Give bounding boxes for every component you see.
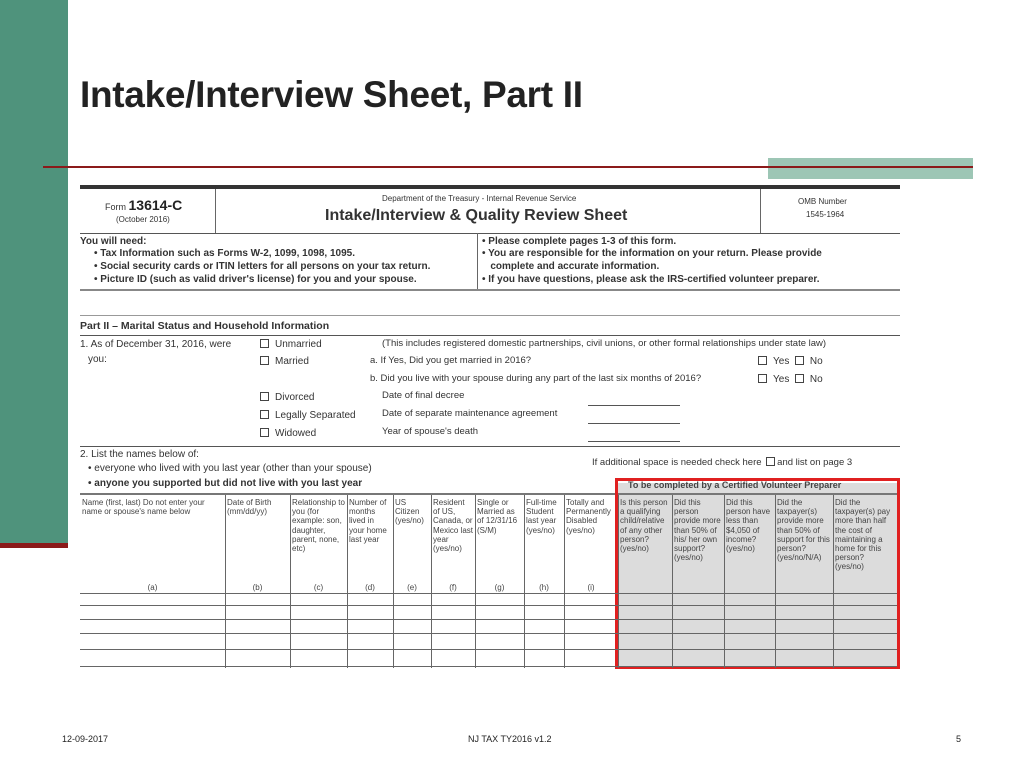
column-divider <box>833 495 834 668</box>
year-death-label: Year of spouse's death <box>382 426 479 437</box>
column-divider <box>431 495 432 668</box>
column-divider <box>393 495 394 668</box>
checkbox[interactable] <box>260 339 269 348</box>
slide-title: Intake/Interview Sheet, Part II <box>80 74 583 115</box>
need-heading: You will need: <box>80 236 147 247</box>
column-divider <box>225 495 226 668</box>
column-header: Full-time Student last year (yes/no) <box>526 498 557 535</box>
q1a: a. If Yes, Did you get married in 2016? <box>370 355 532 366</box>
column-header: Number of months lived in your home last year <box>349 498 387 544</box>
need-item: • Picture ID (such as valid driver's license) for you and your spouse. <box>94 274 417 285</box>
column-letter: (d) <box>365 583 375 592</box>
column-letter: (b) <box>252 583 263 592</box>
date-decree-field[interactable] <box>588 405 680 406</box>
label: Unmarried <box>275 339 322 350</box>
column-header: Is this person a qualifying child/relative of any other person? (yes/no) <box>620 498 668 553</box>
domestic-note: (This includes registered domestic partnerships, civil unions, or other formal relationships under state law) <box>382 338 827 349</box>
column-header: Resident of US, Canada, or Mexico last year (yes/no) <box>433 498 474 553</box>
date-separate-label: Date of separate maintenance agreement <box>382 408 558 419</box>
column-header: Single or Married as of 12/31/16 (S/M) <box>477 498 518 535</box>
label: No <box>809 356 823 367</box>
q1-label-cont: you: <box>88 354 107 365</box>
q2-item: • everyone who lived with you last year (other than your spouse) <box>88 463 372 474</box>
column-divider <box>672 495 673 668</box>
column-header: US Citizen (yes/no) <box>395 498 424 526</box>
column-divider <box>564 495 565 668</box>
label: Legally Separated <box>275 410 356 421</box>
column-divider <box>524 495 525 668</box>
status-widowed[interactable] <box>260 428 316 440</box>
column-header: Did this person have less than $4,050 of income? (yes/no) <box>726 498 771 553</box>
label: Divorced <box>275 392 315 403</box>
form-title: Intake/Interview & Quality Review Sheet <box>325 207 628 224</box>
column-divider <box>618 495 619 668</box>
label: Yes <box>773 356 790 367</box>
table-row-line <box>80 666 897 667</box>
form-number: 13614-C <box>128 197 183 213</box>
column-letter: (g) <box>494 583 505 592</box>
column-letter: (f) <box>449 583 457 592</box>
label: No <box>809 374 823 385</box>
form-date: (October 2016) <box>116 215 170 224</box>
instruction: complete and accurate information. <box>482 261 660 272</box>
q1b-yes-checkbox[interactable] <box>758 374 767 383</box>
q1-label: 1. As of December 31, 2016, were <box>80 339 232 350</box>
column-header: Did this person provide more than 50% of his/ her own support? (yes/no) <box>674 498 721 563</box>
date-separate-field[interactable] <box>588 423 680 424</box>
column-header: Relationship to you (for example: son, daughter, parent, none, etc) <box>292 498 345 553</box>
label: Yes <box>773 374 790 385</box>
column-header: Name (first, last) Do not enter your name or spouse's name below <box>82 498 205 517</box>
column-header: Did the taxpayer(s) provide more than 50% of support for this person? (yes/no/N/A) <box>777 498 830 563</box>
title-accent-box <box>768 158 973 179</box>
label: Widowed <box>275 428 317 439</box>
column-divider <box>290 495 291 668</box>
instruction: • Please complete pages 1-3 of this form. <box>482 236 677 247</box>
instruction: • If you have questions, please ask the IRS-certified volunteer preparer. <box>482 274 820 285</box>
need-item: • Tax Information such as Forms W-2, 1099, 1098, 1095. <box>94 248 355 259</box>
checkbox[interactable] <box>260 392 269 401</box>
status-unmarried[interactable] <box>260 339 322 351</box>
table-row-line <box>80 649 897 650</box>
footer-center: NJ TAX TY2016 v1.2 <box>468 734 552 744</box>
left-accent-stripe <box>0 543 68 548</box>
column-divider <box>475 495 476 668</box>
form-13614c-image <box>80 185 900 672</box>
date-decree-label: Date of final decree <box>382 390 465 401</box>
footer-date: 12-09-2017 <box>62 734 109 744</box>
column-header: Date of Birth (mm/dd/yy) <box>227 498 272 517</box>
column-letter: (a) <box>147 583 158 592</box>
column-header: Totally and Permanently Disabled (yes/no) <box>566 498 611 535</box>
year-death-field[interactable] <box>588 441 680 442</box>
title-divider <box>43 166 973 168</box>
column-divider <box>347 495 348 668</box>
column-header: Did the taxpayer(s) pay more than half the cost of maintaining a home for this person? (yes/no) <box>835 498 891 572</box>
column-letter: (i) <box>587 583 595 592</box>
q1a-yes-checkbox[interactable] <box>758 356 767 365</box>
column-letter: (h) <box>539 583 549 592</box>
instruction: • You are responsible for the information on your return. Please provide <box>482 248 822 259</box>
table-row-line <box>80 605 897 606</box>
label: Married <box>275 356 309 367</box>
status-separated[interactable] <box>260 410 356 422</box>
page-number: 5 <box>956 734 962 744</box>
column-divider <box>775 495 776 668</box>
omb-label: OMB Number <box>798 197 847 206</box>
q1a-no-checkbox[interactable] <box>795 356 804 365</box>
column-divider <box>724 495 725 668</box>
left-accent-bar <box>0 0 68 543</box>
column-letter: (c) <box>313 583 324 592</box>
table-row-line <box>80 619 897 620</box>
department: Department of the Treasury - Internal Revenue Service <box>382 194 577 203</box>
q1b: b. Did you live with your spouse during any part of the last six months of 2016? <box>370 373 702 384</box>
table-row-line <box>80 593 897 594</box>
part-title: Part II – Marital Status and Household Information <box>80 320 330 332</box>
form-label: Form <box>105 202 126 212</box>
preparer-banner: To be completed by a Certified Volunteer Preparer <box>628 480 842 490</box>
q2-label: 2. List the names below of: <box>80 449 199 460</box>
status-married[interactable] <box>260 356 309 368</box>
label: If additional space is needed check here <box>592 457 762 468</box>
need-item: • Social security cards or ITIN letters for all persons on your tax return. <box>94 261 431 272</box>
omb-number: 1545-1964 <box>806 210 845 219</box>
checkbox[interactable] <box>260 356 269 365</box>
q1b-no-checkbox[interactable] <box>795 374 804 383</box>
checkbox[interactable] <box>260 410 269 419</box>
checkbox[interactable] <box>260 428 269 437</box>
column-letter: (e) <box>407 583 417 592</box>
label: and list on page 3 <box>777 457 853 468</box>
additional-space-checkbox[interactable] <box>766 457 775 466</box>
table-row-line <box>80 633 897 634</box>
status-divorced[interactable] <box>260 392 314 404</box>
q2-item: • anyone you supported but did not live with you last year <box>88 478 363 489</box>
